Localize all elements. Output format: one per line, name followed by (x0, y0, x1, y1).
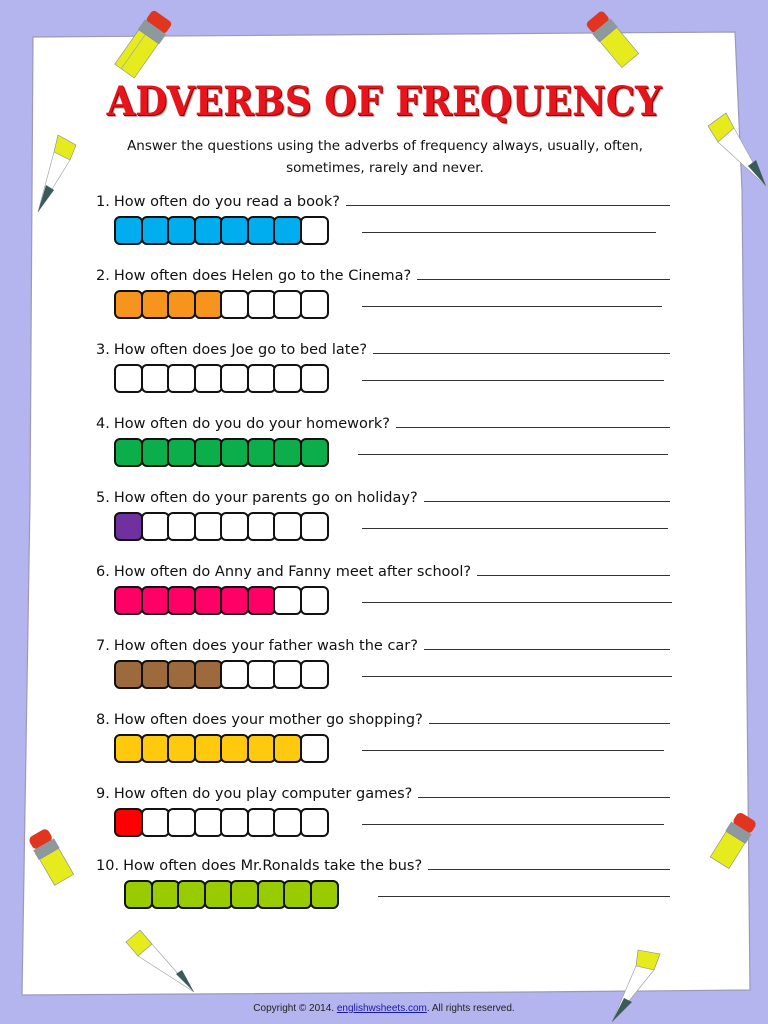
question-item (96, 852, 670, 922)
frequency-box-filled (220, 216, 249, 245)
question-line (96, 188, 670, 210)
question-line (96, 262, 670, 284)
frequency-box-empty (300, 364, 329, 393)
frequency-box-filled (247, 438, 276, 467)
frequency-box-filled (247, 586, 276, 615)
frequency-box-empty (194, 364, 223, 393)
frequency-bar (114, 808, 329, 837)
frequency-box-filled (194, 660, 223, 689)
frequency-box-empty (300, 586, 329, 615)
frequency-box-filled (220, 586, 249, 615)
question-number: 2. (96, 268, 110, 284)
answer-line[interactable] (362, 528, 668, 529)
frequency-box-filled (194, 734, 223, 763)
frequency-box-filled (114, 512, 143, 541)
frequency-bar (114, 364, 329, 393)
question-line (96, 484, 670, 506)
frequency-box-filled (194, 438, 223, 467)
frequency-box-empty (220, 808, 249, 837)
frequency-box-filled (151, 880, 180, 909)
question-text: How often does your mother go shopping? (113, 712, 423, 728)
question-number: 10. (96, 858, 120, 874)
frequency-box-filled (167, 734, 196, 763)
frequency-box-filled (114, 660, 143, 689)
question-text: How often do Anny and Fanny meet after school? (113, 564, 472, 580)
question-line (96, 852, 670, 874)
frequency-box-filled (230, 880, 259, 909)
question-text: How often does Joe go to bed late? (113, 342, 368, 358)
answer-line[interactable] (362, 306, 662, 307)
worksheet-title: ADVERBS OF FREQUENCY (106, 78, 662, 125)
frequency-box-empty (247, 290, 276, 319)
frequency-box-empty (273, 660, 302, 689)
question-number: 8. (96, 712, 110, 728)
answer-line[interactable] (358, 454, 668, 455)
frequency-box-empty (273, 364, 302, 393)
frequency-bar (114, 512, 329, 541)
question-text: How often does your father wash the car? (113, 638, 418, 654)
question-item (96, 706, 670, 776)
frequency-box-filled (220, 734, 249, 763)
frequency-box-filled (194, 290, 223, 319)
question-line (96, 558, 670, 580)
frequency-box-empty (300, 290, 329, 319)
question-number: 6. (96, 564, 110, 580)
frequency-box-filled (194, 586, 223, 615)
question-answer-blank[interactable] (346, 204, 670, 206)
frequency-box-empty (194, 808, 223, 837)
question-item (96, 262, 670, 332)
frequency-box-filled (273, 438, 302, 467)
question-text: How often do your parents go on holiday? (113, 490, 418, 506)
question-line (96, 632, 670, 654)
frequency-bar (114, 660, 329, 689)
answer-line[interactable] (362, 824, 664, 825)
frequency-box-filled (247, 734, 276, 763)
frequency-box-filled (177, 880, 206, 909)
frequency-bar (114, 438, 329, 467)
frequency-box-filled (247, 216, 276, 245)
frequency-box-empty (141, 512, 170, 541)
frequency-box-empty (220, 364, 249, 393)
question-answer-blank[interactable] (477, 574, 670, 576)
answer-line[interactable] (362, 676, 672, 677)
question-item (96, 484, 670, 554)
question-answer-blank[interactable] (428, 868, 670, 870)
question-number: 5. (96, 490, 110, 506)
frequency-box-empty (300, 512, 329, 541)
frequency-box-filled (257, 880, 286, 909)
frequency-box-empty (194, 512, 223, 541)
frequency-box-empty (300, 808, 329, 837)
frequency-box-filled (283, 880, 312, 909)
frequency-box-filled (114, 808, 143, 837)
question-item (96, 780, 670, 850)
copyright-suffix: . All rights reserved. (426, 1003, 515, 1014)
frequency-box-filled (141, 586, 170, 615)
frequency-box-filled (167, 216, 196, 245)
frequency-box-filled (141, 438, 170, 467)
question-answer-blank[interactable] (429, 722, 670, 724)
frequency-bar (124, 880, 339, 909)
frequency-box-empty (167, 512, 196, 541)
question-text: How often does Mr.Ronalds take the bus? (123, 858, 423, 874)
frequency-box-filled (124, 880, 153, 909)
answer-line[interactable] (362, 380, 664, 381)
frequency-bar (114, 586, 329, 615)
frequency-box-filled (220, 438, 249, 467)
question-text: How often do you read a book? (113, 194, 340, 210)
question-answer-blank[interactable] (396, 426, 670, 428)
frequency-box-filled (114, 290, 143, 319)
answer-line[interactable] (362, 232, 656, 233)
frequency-box-empty (220, 290, 249, 319)
frequency-box-empty (273, 290, 302, 319)
question-number: 1. (96, 194, 110, 210)
frequency-box-filled (273, 216, 302, 245)
frequency-box-empty (300, 216, 329, 245)
frequency-box-filled (167, 660, 196, 689)
question-item (96, 336, 670, 406)
frequency-bar (114, 734, 329, 763)
answer-line[interactable] (362, 602, 672, 603)
frequency-box-empty (167, 364, 196, 393)
answer-line[interactable] (362, 750, 664, 751)
question-answer-blank[interactable] (424, 500, 670, 502)
frequency-box-empty (141, 364, 170, 393)
frequency-box-empty (247, 512, 276, 541)
question-item (96, 188, 670, 258)
frequency-box-filled (141, 660, 170, 689)
frequency-box-empty (273, 586, 302, 615)
question-number: 7. (96, 638, 110, 654)
answer-line[interactable] (378, 896, 670, 897)
question-line (96, 410, 670, 432)
frequency-box-filled (114, 216, 143, 245)
frequency-box-empty (273, 512, 302, 541)
copyright-footer (0, 1003, 768, 1014)
frequency-box-empty (247, 364, 276, 393)
frequency-box-filled (204, 880, 233, 909)
frequency-box-empty (247, 660, 276, 689)
question-answer-blank[interactable] (417, 278, 670, 280)
frequency-box-empty (273, 808, 302, 837)
frequency-box-filled (114, 734, 143, 763)
question-line (96, 706, 670, 728)
question-answer-blank[interactable] (418, 796, 670, 798)
frequency-box-filled (273, 734, 302, 763)
frequency-box-filled (141, 734, 170, 763)
frequency-box-empty (300, 660, 329, 689)
frequency-box-empty (300, 734, 329, 763)
question-text: How often do you play computer games? (113, 786, 413, 802)
frequency-box-empty (141, 808, 170, 837)
frequency-box-filled (114, 586, 143, 615)
frequency-box-empty (220, 512, 249, 541)
frequency-box-filled (310, 880, 339, 909)
frequency-box-filled (167, 586, 196, 615)
frequency-box-filled (114, 438, 143, 467)
question-item (96, 632, 670, 702)
question-answer-blank[interactable] (373, 352, 670, 354)
question-text: How often does Helen go to the Cinema? (113, 268, 412, 284)
question-item (96, 410, 670, 480)
instructions-text: Answer the questions using the adverbs of frequency always, usually, often, sometimes, rarely and never. (127, 138, 643, 176)
question-answer-blank[interactable] (424, 648, 670, 650)
frequency-bar (114, 216, 329, 245)
copyright-prefix: Copyright © 2014. (253, 1003, 337, 1014)
frequency-box-empty (114, 364, 143, 393)
frequency-box-filled (167, 438, 196, 467)
frequency-box-empty (247, 808, 276, 837)
frequency-box-filled (167, 290, 196, 319)
frequency-box-filled (141, 290, 170, 319)
frequency-box-empty (167, 808, 196, 837)
question-text: How often do you do your homework? (113, 416, 390, 432)
question-item (96, 558, 670, 628)
frequency-box-filled (194, 216, 223, 245)
frequency-box-filled (300, 438, 329, 467)
frequency-bar (114, 290, 329, 319)
question-line (96, 336, 670, 358)
question-line (96, 780, 670, 802)
question-number: 3. (96, 342, 110, 358)
frequency-box-empty (220, 660, 249, 689)
question-number: 4. (96, 416, 110, 432)
frequency-box-filled (141, 216, 170, 245)
site-link[interactable]: englishwsheets.com (336, 1003, 427, 1014)
question-number: 9. (96, 786, 110, 802)
